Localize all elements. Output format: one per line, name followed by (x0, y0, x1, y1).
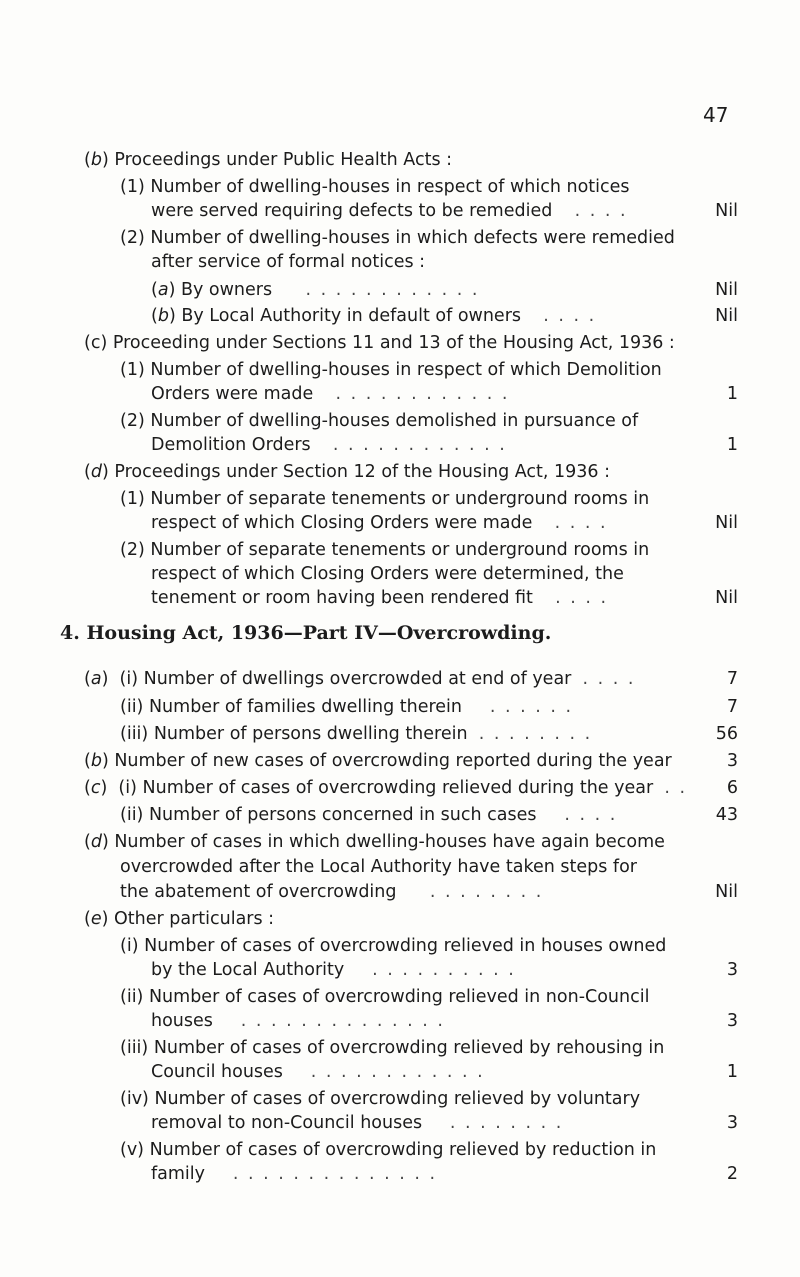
section-d-heading: (d) Proceedings under Section 12 of the Housing Act, 1936 : (84, 462, 611, 482)
section-4a-iii-value: 56 (715, 724, 738, 744)
section-4d-line1: (d) Number of cases in which dwelling-houses have again become (84, 832, 665, 852)
section-c-item1-line2 (151, 382, 510, 406)
section-c-item1-value: 1 (726, 384, 738, 404)
section-c-item1-line1 (120, 358, 662, 382)
section-4e-iii-line2 (151, 1060, 485, 1084)
section-b-title: Proceedings under Public Health Acts : (114, 150, 453, 170)
leader-dots: . . . . (554, 513, 608, 533)
item-marker: b (157, 306, 169, 326)
item-text: Other particulars : (114, 909, 275, 929)
item-number: (2) (120, 228, 145, 248)
section-d-title: Proceedings under Section 12 of the Housing Act, 1936 : (114, 462, 611, 482)
item-text: Number of families dwelling therein (148, 697, 463, 717)
leader-dots: . . . . . . . . . . . . . . (232, 1164, 438, 1184)
item-text: Number of new cases of overcrowding reported during the year (114, 751, 672, 771)
item-number: (v) (120, 1140, 145, 1160)
section-d-item1-value: Nil (715, 513, 738, 533)
item-number: (1) (120, 489, 145, 509)
item-text: Number of dwelling-houses in respect of which Demolition (150, 360, 662, 380)
leader-dots: . . (664, 778, 688, 798)
item-text: removal to non-Council houses (151, 1113, 423, 1133)
leader-dots: . . . . . . . . (429, 882, 544, 902)
section-4e-iv-line1 (120, 1087, 640, 1111)
leader-dots: . . . . . . . . . . (372, 960, 516, 980)
item-text: Number of dwellings overcrowded at end of year (143, 669, 572, 689)
section-4a-iii (120, 722, 592, 746)
section-b-heading: (b) Proceedings under Public Health Acts : (84, 150, 453, 170)
item-text: Number of persons dwelling therein (153, 724, 468, 744)
section-4e-v-line1 (120, 1138, 656, 1162)
section-4b: (b) Number of new cases of overcrowding reported during the year (84, 751, 672, 771)
section-4a-i-value: 7 (726, 669, 738, 689)
item-text: Number of cases of overcrowding relieved by reduction in (149, 1140, 657, 1160)
item-text: family (151, 1164, 206, 1184)
section-4e-iv-line2 (151, 1111, 563, 1135)
item-number: (i) (118, 778, 137, 798)
leader-dots: . . . . (555, 588, 609, 608)
section-4e-iv-value: 3 (726, 1113, 738, 1133)
item-text: By Local Authority in default of owners (181, 306, 522, 326)
item-text: By owners (180, 280, 273, 300)
item-text: Number of dwelling-houses in respect of which notices (150, 177, 630, 197)
section-4c-ii-value: 43 (715, 805, 738, 825)
item-text: respect of which Closing Orders were determined, the (151, 564, 624, 584)
item-text: tenement or room having been rendered fit (151, 588, 533, 608)
section-4e-i-line2 (151, 958, 516, 982)
section-d-item1-line1 (120, 487, 649, 511)
section-4e-ii-value: 3 (726, 1011, 738, 1031)
item-text: Number of cases of overcrowding relieved by rehousing in (153, 1038, 665, 1058)
item-text: Number of separate tenements or underground rooms in (150, 489, 650, 509)
section-4e-i-line1 (120, 934, 666, 958)
section-d-item2-line2 (151, 562, 624, 586)
section-4c-i-value: 6 (726, 778, 738, 798)
item-number: (1) (120, 360, 145, 380)
section-d-item2-line3 (151, 586, 608, 610)
leader-dots: . . . . . . . . . . . . (310, 1062, 485, 1082)
page-number: 47 (703, 103, 729, 127)
item-number: (i) (120, 936, 139, 956)
section-4e-iii-value: 1 (726, 1062, 738, 1082)
section-b-item2b: (b) By Local Authority in default of owners . . . . (151, 306, 597, 326)
section-4e-v-line2 (151, 1162, 437, 1186)
item-number: (ii) (120, 697, 144, 717)
item-number: (i) (119, 669, 139, 689)
section-d-item2-line1 (120, 538, 649, 562)
section-4e-ii-line1 (120, 985, 649, 1009)
leader-dots: . . . . . . . . (449, 1113, 564, 1133)
section-b-item2a: (a) By owners . . . . . . . . . . . . (151, 280, 480, 300)
section-4-heading: 4. Housing Act, 1936—Part IV—Overcrowding. (60, 622, 552, 644)
item-text: Demolition Orders (151, 435, 311, 455)
leader-dots: . . . . (574, 201, 628, 221)
section-b-item2a-value: Nil (715, 280, 738, 300)
item-number: (1) (120, 177, 145, 197)
section-4b-value: 3 (726, 751, 738, 771)
leader-dots: . . . . (543, 306, 597, 326)
section-4c-ii (120, 803, 617, 827)
section-4e-v-value: 2 (726, 1164, 738, 1184)
section-b-item1-value: Nil (715, 201, 738, 221)
leader-dots: . . . . (582, 669, 636, 689)
section-4e-heading: (e) Other particulars : (84, 909, 275, 929)
section-4e-iii-line1 (120, 1036, 664, 1060)
section-b-marker: b (90, 150, 102, 170)
item-text: Number of cases of overcrowding relieved in houses owned (144, 936, 667, 956)
item-text: Council houses (151, 1062, 283, 1082)
item-marker: e (90, 909, 102, 929)
section-b-item2-line2 (151, 250, 425, 274)
item-marker: a (157, 280, 169, 300)
section-4d-line2 (120, 855, 637, 879)
item-marker: c (90, 778, 101, 798)
item-text: respect of which Closing Orders were made (151, 513, 533, 533)
leader-dots: . . . . . . (489, 697, 574, 717)
section-c-item2-line1 (120, 409, 638, 433)
item-text: Number of separate tenements or underground rooms in (150, 540, 650, 560)
section-4a-ii (120, 695, 573, 719)
item-text: Number of persons concerned in such cases (148, 805, 537, 825)
section-4c-i: (c) (i) Number of cases of overcrowding relieved during the year . . (84, 778, 688, 798)
item-text: Number of cases of overcrowding relieved in non-Council (148, 987, 650, 1007)
section-b-item1-line2 (151, 199, 628, 223)
item-number: (ii) (120, 987, 144, 1007)
section-4d-value: Nil (715, 882, 738, 902)
section-4a-i: (a) (i) Number of dwellings overcrowded at end of year . . . . (84, 669, 636, 689)
section-d-item1-line2 (151, 511, 608, 535)
section-4a-ii-value: 7 (726, 697, 738, 717)
section-c-heading: (c) Proceeding under Sections 11 and 13 of the Housing Act, 1936 : (84, 333, 675, 353)
section-4e-i-value: 3 (726, 960, 738, 980)
section-4d-line3 (120, 880, 543, 904)
section-b-item2-line1 (120, 226, 675, 250)
item-text: by the Local Authority (151, 960, 345, 980)
item-text: houses (151, 1011, 213, 1031)
item-text: Number of cases of overcrowding relieved during the year (142, 778, 654, 798)
item-number: (ii) (120, 805, 144, 825)
item-text: overcrowded after the Local Authority have taken steps for (120, 857, 637, 877)
item-marker: d (90, 832, 102, 852)
leader-dots: . . . . (564, 805, 618, 825)
item-number: (2) (120, 540, 145, 560)
leader-dots: . . . . . . . . . . . . (332, 435, 507, 455)
item-number: (iii) (120, 1038, 149, 1058)
item-text: Number of dwelling-houses demolished in pursuance of (150, 411, 639, 431)
leader-dots: . . . . . . . . . . . . (335, 384, 510, 404)
item-text: were served requiring defects to be remedied (151, 201, 553, 221)
item-marker: b (90, 751, 102, 771)
item-text: Number of dwelling-houses in which defects were remedied (150, 228, 675, 248)
item-text: Orders were made (151, 384, 314, 404)
section-b-item2b-value: Nil (715, 306, 738, 326)
section-4e-ii-line2 (151, 1009, 445, 1033)
section-d-item2-value: Nil (715, 588, 738, 608)
item-number: (iv) (120, 1089, 149, 1109)
item-text: Number of cases of overcrowding relieved by voluntary (154, 1089, 641, 1109)
leader-dots: . . . . . . . . (478, 724, 593, 744)
item-text: Number of cases in which dwelling-houses have again become (114, 832, 665, 852)
leader-dots: . . . . . . . . . . . . . . (240, 1011, 445, 1031)
item-text: after service of formal notices : (151, 252, 426, 272)
leader-dots: . . . . . . . . . . . . (305, 280, 480, 300)
item-text: the abatement of overcrowding (120, 882, 397, 902)
section-c-item2-value: 1 (726, 435, 738, 455)
item-marker: a (90, 669, 102, 689)
item-number: (iii) (120, 724, 149, 744)
section-d-marker: d (90, 462, 102, 482)
item-number: (2) (120, 411, 145, 431)
section-c-item2-line2 (151, 433, 507, 457)
section-b-item1-line1 (120, 175, 630, 199)
